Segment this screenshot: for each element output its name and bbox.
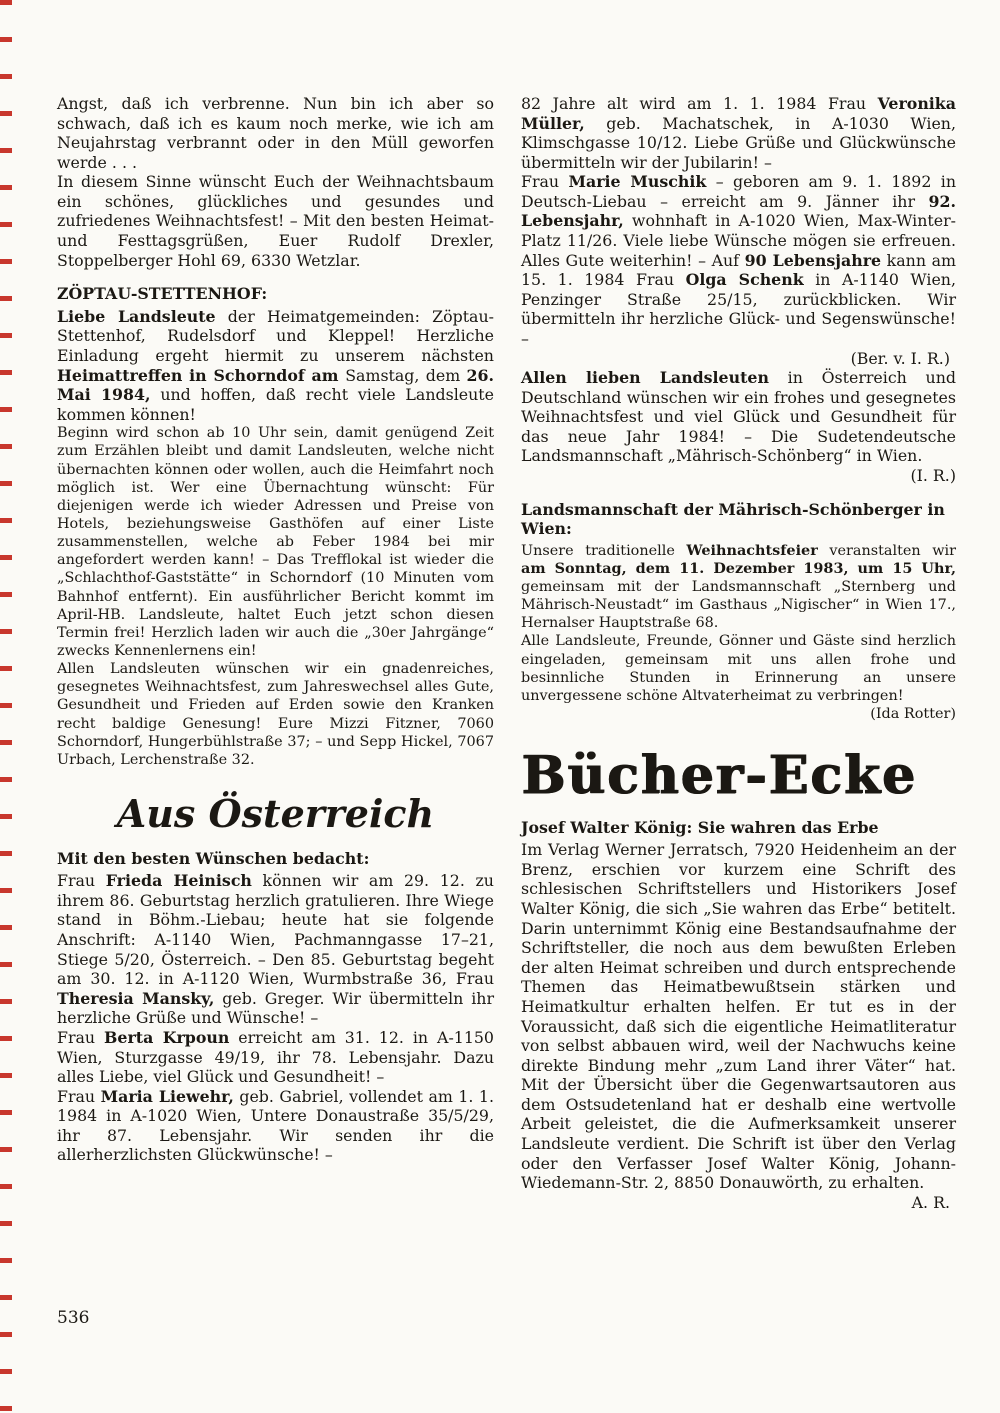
paragraph xyxy=(521,94,956,172)
section-heading-zoeptau-stettenhof xyxy=(57,284,494,304)
text: Allen Landsleuten wünschen wir ein gnadenreiches, gesegnetes Weihnachtsfest, zum Jahreswechsel alles Gute, Gesundheit und Frieden auf Erden sowie den Kranken recht baldige Genesung! Eure Mizzi Fitzner, 7060 Schorndorf, Hungerbühlstraße 37; – und Sepp Hickel, 7067 Urbach, Lerchenstraße 32. xyxy=(57,661,494,768)
attribution-line xyxy=(521,349,956,369)
text: Im Verlag Werner Jerratsch, 7920 Heidenheim an der Brenz, erschien vor kurzem eine Schrift des schlesischen Schriftstellers und Historikers Josef Walter König, die sich „Sie wahren das Erbe“ betitelt. Darin unternimmt König eine Bestandsaufnahme der Schriftsteller, die noch aus dem bewußten Erleben der alten Heimat schreiben und durch entsprechende Themen das Heimatbewußtsein stärken und Heimatkultur erhalten helfen. Er tut es in der Voraussicht, daß sich die eigentliche Heimatliteratur von selbst abbauen wird, weil der Nachwuchs keine direkte Bindung mehr „zum Land ihrer Väter“ hat. Mit der Übersicht über die Gegenwartsautoren aus dem Ostsudetenland hat er deshalb eine wertvolle Arbeit geleistet, die die Aufmerksamkeit unserer Landsleute verdient. Die Schrift ist über den Verlag oder den Verfasser Josef Walter König, Johann-Wiedemann-Str. 2, 8850 Donauwörth, zu erhalten. xyxy=(521,840,956,1193)
section-heading-buecher-ecke xyxy=(521,745,956,807)
text: können wir am 29. 12. zu ihrem 86. Geburtstag herzlich gratulieren. Ihre Wiege stand in Böhm.-Liebau; heute hat sie folgende Anschrift: A-1140 Wien, Pachmanngasse 17–21, Stiege 5/20, Österreich. – Den 85. Geburtstag begeht am 30. 12. in A-1120 Wien, Wurmbstraße 36, Frau xyxy=(57,871,494,989)
paragraph-small xyxy=(521,632,956,723)
text: geb. Machatschek, in A-1030 Wien, Klimschgasse 10/12. Liebe Grüße und Glückwünsche übermitteln wir der Jubilarin! – xyxy=(521,113,956,172)
attribution-line xyxy=(521,1193,956,1213)
paragraph xyxy=(57,172,494,270)
paragraph-small xyxy=(57,424,494,660)
bold-text: Theresia Mansky, xyxy=(57,988,215,1008)
text: Frau xyxy=(57,1086,101,1106)
paragraph xyxy=(57,1087,494,1165)
text: veranstalten wir xyxy=(817,542,956,559)
red-registration-marks xyxy=(0,0,12,1413)
section-heading-landsmannschaft xyxy=(521,500,956,539)
text: kann am 15. 1. 1984 Frau xyxy=(521,250,956,290)
bold-text: Liebe Landsleute xyxy=(57,306,216,326)
text: (Ber. v. I. R.) xyxy=(850,348,950,368)
bold-text: Landsmannschaft der Mährisch-Schönberger in Wien: xyxy=(521,499,945,539)
text: in A-1140 Wien, Penzinger Straße 25/15, zurückblicken. Wir übermitteln ihr herzliche Glück- und Segenswünsche! – xyxy=(521,270,956,348)
text: 82 Jahre alt wird am 1. 1. 1984 Frau xyxy=(521,94,878,113)
paragraph-small xyxy=(521,542,956,633)
bold-text: 92. Lebensjahr, xyxy=(521,191,956,231)
text: erreicht am 31. 12. in A-1150 Wien, Sturzgasse 49/19, ihr 78. Lebensjahr. Dazu alles Liebe, viel Glück und Gesundheit! – xyxy=(57,1027,494,1087)
book-title-heading xyxy=(521,818,956,838)
bold-text: Weihnachtsfeier xyxy=(686,541,818,559)
section-heading-wuensche xyxy=(57,849,494,869)
text: Bücher-Ecke xyxy=(521,745,917,807)
text: A. R. xyxy=(911,1192,950,1212)
bold-text: Marie Muschik xyxy=(568,172,707,192)
bold-text: Josef Walter König: Sie wahren das Erbe xyxy=(521,817,879,837)
bold-text: Maria Liewehr, xyxy=(100,1086,234,1106)
bold-text: 90 Lebensjahre xyxy=(744,250,882,270)
left-column xyxy=(57,94,494,1212)
paragraph xyxy=(57,94,494,172)
text: gemeinsam mit der Landsmannschaft „Sternberg und Mährisch-Neustadt“ im Gasthaus „Nigischer“ in Wien 17., Hernalser Hauptstraße 68. xyxy=(521,579,956,632)
text: In diesem Sinne wünscht Euch der Weihnachtsbaum ein schönes, glückliches und gesundes und zufriedenes Weihnachtsfest! – Mit den besten Heimat- und Festtagsgrüßen, Euer Rudolf Drexler, Stoppelberger Hohl 69, 6330 Wetzlar. xyxy=(57,172,494,270)
text: Frau xyxy=(521,172,569,192)
paragraph xyxy=(57,307,494,424)
text: und hoffen, daß recht viele Landsleute kommen können! xyxy=(57,385,494,424)
bold-text: Olga Schenk xyxy=(685,270,804,290)
text: Beginn wird schon ab 10 Uhr sein, damit genügend Zeit zum Erzählen bleibt und damit Landsleuten, welche nicht übernachten können oder wollen, auch die Heimfahrt noch möglich ist. Wer eine Übernachtung wünscht: Für diejenigen werde ich wieder Adressen und Preise von Hotels, beziehungsweise Gasthöfen auf einer Liste zusammenstellen, welche ab Feber 1984 bei mir angefordert werden kann! – Das Trefflokal ist wieder die „Schlachthof-Gaststätte“ in Schorndorf (10 Minuten vom Bahnhof entfernt). Ein ausführlicher Bericht kommt im April-HB. Landsleute, haltet Euch jetzt schon diesen Termin frei! Herzlich laden wir auch die „30er Jahrgänge“ zwecks Kennenlernens ein! xyxy=(57,425,494,659)
two-column-layout xyxy=(57,94,956,1212)
bold-text: ZÖPTAU-STETTENHOF: xyxy=(57,284,268,304)
text: Angst, daß ich verbrenne. Nun bin ich aber so schwach, daß ich es kaum noch merke, wie ich am Neujahrstag verbrannt oder in den Müll geworfen werde . . . xyxy=(57,94,494,172)
text: in Österreich und Deutschland wünschen wir ein frohes und gesegnetes Weihnachtsfest und viel Glück und Gesundheit für das neue Jahr 1984! – Die Sudetendeutsche Landsmannschaft „Mährisch-Schönberg“ in Wien. xyxy=(521,368,957,466)
right-column xyxy=(521,94,956,1212)
paragraph xyxy=(521,368,956,485)
text: Alle Landsleute, Freunde, Gönner und Gäste sind herzlich eingeladen, gemeinsam mit uns allen frohe und besinnliche Stunden in Erinnerung an unsere unvergessene schöne Altvaterheimat zu verbringen! xyxy=(521,633,956,704)
bold-text: Allen lieben Landsleuten xyxy=(521,368,769,388)
bold-text: Frieda Heinisch xyxy=(105,871,252,891)
text: Unsere traditionelle xyxy=(521,542,687,559)
text: Samstag, dem xyxy=(345,365,467,385)
bold-text: Berta Krpoun xyxy=(104,1027,230,1047)
text: der Heimatgemeinden: Zöptau-Stettenhof, Rudelsdorf und Kleppel! Herzliche Einladung ergeht hiermit zu unserem nächsten xyxy=(57,306,494,365)
text: Aus Österreich xyxy=(116,790,435,836)
section-heading-aus-oesterreich xyxy=(57,790,494,836)
bold-text: Mit den besten Wünschen bedacht: xyxy=(57,848,370,868)
paragraph xyxy=(57,1028,494,1087)
paragraph-small xyxy=(57,660,494,769)
text: (Ida Rotter) xyxy=(870,705,956,722)
bold-text: Heimattreffen in Schorndof am xyxy=(57,365,346,385)
bold-text: 26. Mai 1984, xyxy=(57,365,494,405)
text: geb. Gabriel, vollendet am 1. 1. 1984 in A-1020 Wien, Untere Donaustraße 35/5/29, ihr 87. Lebensjahr. Wir senden ihr die allerherzlichsten Glückwünsche! – xyxy=(57,1086,495,1165)
text: Frau xyxy=(57,871,106,891)
bold-text: am Sonntag, dem 11. Dezember 1983, um 15 Uhr, xyxy=(521,559,956,577)
text: Frau xyxy=(57,1027,105,1047)
page-number: 536 xyxy=(57,1308,90,1328)
text: geb. Greger. Wir übermitteln ihr herzliche Grüße und Wünsche! – xyxy=(57,988,494,1028)
text: wohnhaft in A-1020 Wien, Max-Winter-Platz 11/26. Viele liebe Wünsche mögen sie erfreuen. Alles Gute weiterhin! – Auf xyxy=(521,211,956,270)
text: – geboren am 9. 1. 1892 in Deutsch-Liebau – erreicht am 9. Jänner ihr xyxy=(521,172,956,211)
text: (I. R.) xyxy=(910,465,956,485)
paragraph xyxy=(57,871,494,1028)
paragraph xyxy=(521,840,956,1192)
paragraph xyxy=(521,172,956,348)
bold-text: Veronika Müller, xyxy=(521,94,956,133)
